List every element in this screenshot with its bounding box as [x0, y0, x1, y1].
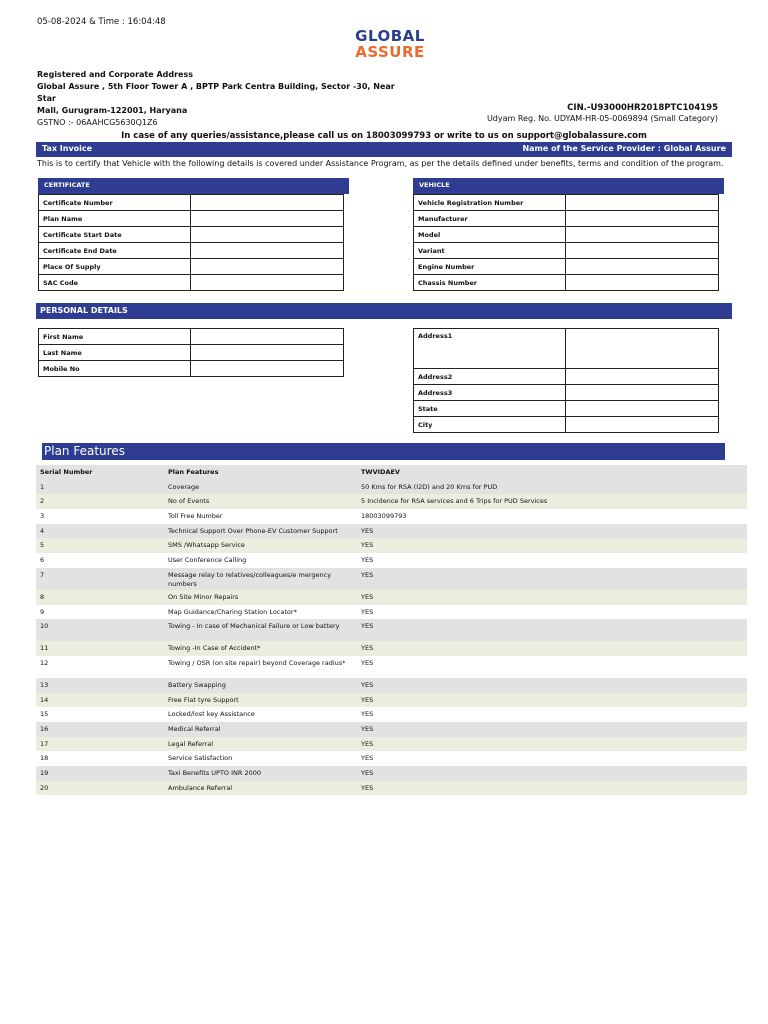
logo-line2: ASSURE — [355, 43, 425, 61]
address-line1: Global Assure , 5th Floor Tower A , BPTP Park Centra Building, Sector -30, Near Star — [37, 82, 395, 103]
serial-cell: 9 — [40, 607, 45, 616]
plan-value-cell: YES — [361, 644, 374, 653]
feature-cell: Map Guidance/Charing Station Locator* — [168, 607, 297, 616]
table-row — [36, 766, 747, 781]
table-row — [39, 345, 344, 361]
table-row — [36, 509, 747, 524]
personal-row-value — [191, 329, 344, 345]
feature-cell: No of Events — [168, 497, 210, 506]
table-row — [36, 693, 747, 708]
table-row — [414, 259, 719, 275]
table-row — [39, 243, 344, 259]
personal-left-table — [38, 328, 344, 377]
vehicle-row-label: Variant — [414, 243, 566, 259]
personal-row-value — [566, 385, 719, 401]
table-row — [414, 195, 719, 211]
feature-cell: Battery Swapping — [168, 680, 226, 689]
feature-cell: Towing - In case of Mechanical Failure or Low battery — [168, 622, 340, 631]
plan-value-cell: YES — [361, 570, 374, 579]
plan-value-cell: YES — [361, 658, 374, 667]
support-contact-line: In case of any queries/assistance,please call us on 18003099793 or write to us on support@globalassure.com — [121, 131, 647, 141]
logo-line1: GLOBAL — [355, 27, 425, 45]
header-plan: TWVIDAEV — [361, 468, 400, 476]
certify-statement: This is to certify that Vehicle with the following details is covered under Assistance Program, as per the details defined under benefits, terms and condition of the program. — [37, 159, 724, 168]
certificate-row-value — [191, 227, 344, 243]
personal-row-value — [191, 361, 344, 377]
serial-cell: 2 — [40, 497, 45, 506]
table-row — [39, 211, 344, 227]
feature-cell: Towing / OSR (on site repair) beyond Coverage radius* — [168, 658, 346, 667]
plan-value-cell: 18003099793 — [361, 512, 407, 521]
table-row — [39, 195, 344, 211]
serial-cell: 7 — [40, 570, 45, 579]
table-row — [36, 737, 747, 752]
plan-features-title: Plan Features — [42, 443, 725, 460]
personal-row-label: City — [414, 417, 566, 433]
table-row — [36, 494, 747, 509]
table-row — [414, 385, 719, 401]
certificate-row-value — [191, 243, 344, 259]
personal-details-bar: PERSONAL DETAILS — [36, 303, 732, 319]
vehicle-row-label: Chassis Number — [414, 275, 566, 291]
table-row — [414, 417, 719, 433]
feature-cell: Message relay to relatives/colleagues/e mergency numbers — [168, 570, 332, 588]
table-row — [39, 361, 344, 377]
vehicle-row-value — [566, 195, 719, 211]
serial-cell: 17 — [40, 739, 49, 748]
vehicle-row-label: Engine Number — [414, 259, 566, 275]
plan-value-cell: YES — [361, 710, 374, 719]
table-row — [36, 656, 747, 678]
table-row — [36, 641, 747, 656]
vehicle-row-label: Model — [414, 227, 566, 243]
personal-row-value — [566, 417, 719, 433]
company-address — [37, 69, 397, 129]
tax-invoice-bar — [36, 142, 732, 157]
plan-value-cell: 50 Kms for RSA (I2D) and 20 Kms for PUD — [361, 482, 498, 491]
header-serial: Serial Number — [40, 468, 93, 476]
plan-value-cell: YES — [361, 556, 374, 565]
vehicle-row-value — [566, 259, 719, 275]
feature-cell: Locked/lost key Assistance — [168, 710, 255, 719]
certificate-row-label: Certificate Start Date — [39, 227, 191, 243]
serial-cell: 15 — [40, 710, 49, 719]
serial-cell: 11 — [40, 644, 49, 653]
table-row — [414, 275, 719, 291]
cin-number: CIN.-U93000HR2018PTC104195 — [567, 103, 718, 113]
personal-row-label: State — [414, 401, 566, 417]
udyam-number: Udyam Reg. No. UDYAM-HR-05-0069894 (Small Category) — [486, 114, 718, 123]
feature-cell: Ambulance Referral — [168, 783, 233, 792]
table-row — [414, 401, 719, 417]
table-row — [36, 553, 747, 568]
print-datetime: 05-08-2024 & Time : 16:04:48 — [37, 17, 166, 27]
serial-cell: 12 — [40, 658, 49, 667]
table-row — [39, 259, 344, 275]
personal-row-value — [566, 401, 719, 417]
certificate-header: CERTIFICATE — [38, 178, 349, 194]
table-row — [414, 329, 719, 369]
serial-cell: 20 — [40, 783, 49, 792]
plan-value-cell: YES — [361, 769, 374, 777]
vehicle-header: VEHICLE — [413, 178, 724, 194]
table-row — [36, 678, 747, 693]
table-row — [39, 275, 344, 291]
table-row — [36, 524, 747, 539]
plan-value-cell: YES — [361, 783, 374, 792]
service-provider-label: Name of the Service Provider : Global Assure — [522, 144, 726, 153]
table-row — [39, 227, 344, 243]
personal-right-table — [413, 328, 719, 433]
plan-value-cell: YES — [361, 739, 374, 748]
table-row — [414, 227, 719, 243]
vehicle-row-value — [566, 211, 719, 227]
vehicle-row-value — [566, 275, 719, 291]
table-row — [36, 751, 747, 766]
table-row — [36, 605, 747, 620]
certificate-table — [38, 194, 344, 291]
feature-cell: On Site Minor Repairs — [168, 592, 239, 601]
plan-value-cell: YES — [361, 622, 374, 631]
feature-cell: User Conference Calling — [168, 556, 247, 565]
serial-cell: 10 — [40, 622, 49, 631]
global-assure-logo — [350, 28, 430, 68]
header-feature: Plan Features — [168, 468, 219, 476]
plan-value-cell: 5 Incidence for RSA services and 6 Trips for PUD Services — [361, 497, 548, 506]
feature-cell: Taxi Benefits UPTO INR 2000 — [168, 769, 262, 777]
serial-cell: 16 — [40, 724, 49, 733]
personal-row-value — [566, 369, 719, 385]
vehicle-row-label: Vehicle Registration Number — [414, 195, 566, 211]
feature-cell: Legal Referral — [168, 739, 214, 748]
certificate-row-label: Certificate End Date — [39, 243, 191, 259]
certificate-row-label: Place Of Supply — [39, 259, 191, 275]
serial-cell: 4 — [40, 526, 45, 535]
vehicle-row-value — [566, 243, 719, 259]
personal-row-label: Address3 — [414, 385, 566, 401]
plan-value-cell: YES — [361, 526, 374, 535]
serial-cell: 18 — [40, 754, 49, 763]
table-row — [36, 480, 747, 495]
vehicle-table — [413, 194, 719, 291]
certificate-row-label: Certificate Number — [39, 195, 191, 211]
table-row — [414, 211, 719, 227]
table-row — [414, 243, 719, 259]
feature-cell: Service Satisfaction — [168, 754, 233, 763]
certificate-row-value — [191, 259, 344, 275]
personal-row-label: Address2 — [414, 369, 566, 385]
vehicle-row-value — [566, 227, 719, 243]
personal-row-label: First Name — [39, 329, 191, 345]
serial-cell: 1 — [40, 482, 45, 491]
table-row — [36, 538, 747, 553]
table-row — [36, 781, 747, 796]
plan-features-table — [36, 465, 747, 795]
serial-cell: 19 — [40, 769, 49, 777]
certificate-row-label: Plan Name — [39, 211, 191, 227]
feature-cell: Technical Support Over Phone-EV Customer Support — [168, 526, 338, 535]
serial-cell: 14 — [40, 695, 49, 704]
tax-invoice-label: Tax Invoice — [42, 144, 93, 153]
personal-row-value — [566, 329, 719, 369]
table-row — [36, 619, 747, 641]
personal-row-label: Address1 — [414, 329, 566, 369]
plan-value-cell: YES — [361, 592, 374, 601]
feature-cell: SMS /Whatsapp Service — [168, 541, 245, 550]
vehicle-row-label: Manufacturer — [414, 211, 566, 227]
table-row — [414, 369, 719, 385]
table-row — [36, 722, 747, 737]
serial-cell: 6 — [40, 556, 45, 565]
serial-cell: 5 — [40, 541, 45, 550]
table-row — [39, 329, 344, 345]
plan-value-cell: YES — [361, 541, 374, 550]
address-title: Registered and Corporate Address — [37, 70, 194, 79]
serial-cell: 8 — [40, 592, 45, 601]
table-row — [36, 568, 747, 590]
certificate-row-value — [191, 195, 344, 211]
personal-row-label: Last Name — [39, 345, 191, 361]
plan-value-cell: YES — [361, 695, 374, 704]
serial-cell: 13 — [40, 680, 49, 689]
feature-cell: Coverage — [168, 482, 200, 491]
gst-number: GSTNO :- 06AAHCG5630Q1Z6 — [37, 118, 158, 127]
table-header-row — [36, 465, 747, 480]
personal-row-label: Mobile No — [39, 361, 191, 377]
certificate-row-value — [191, 275, 344, 291]
feature-cell: Medical Referral — [168, 724, 221, 733]
table-row — [36, 707, 747, 722]
feature-cell: Toll Free Number — [168, 512, 223, 521]
address-line2: Mall, Gurugram-122001, Haryana — [37, 106, 188, 115]
table-row — [36, 590, 747, 605]
certificate-row-value — [191, 211, 344, 227]
plan-value-cell: YES — [361, 724, 374, 733]
feature-cell: Towing -In Case of Accident* — [168, 644, 261, 653]
serial-cell: 3 — [40, 512, 45, 521]
plan-value-cell: YES — [361, 607, 374, 616]
feature-cell: Free Flat tyre Support — [168, 695, 239, 704]
personal-row-value — [191, 345, 344, 361]
plan-value-cell: YES — [361, 680, 374, 689]
certificate-row-label: SAC Code — [39, 275, 191, 291]
plan-value-cell: YES — [361, 754, 374, 763]
